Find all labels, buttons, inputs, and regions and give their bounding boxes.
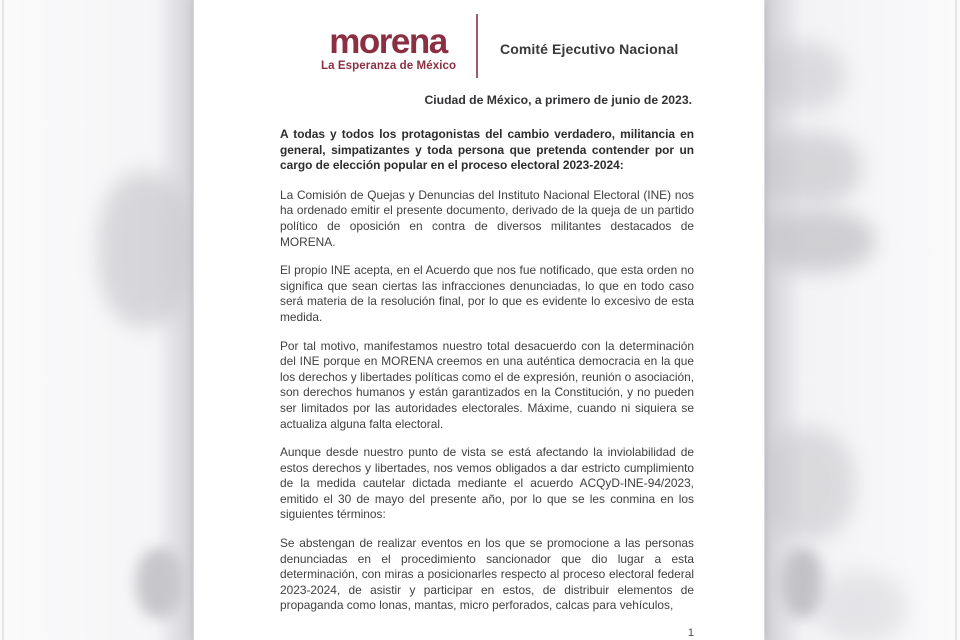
body-paragraph: El propio INE acepta, en el Acuerdo que nos fue notificado, que esta orden no significa que sean ciertas las infracciones denunciadas, lo que en todo caso será materia de la resolución final, por lo que es evidente lo excesivo de esta medida.	[280, 263, 694, 324]
blur-smudge	[817, 572, 907, 640]
page-number: 1	[687, 627, 694, 640]
morena-logo	[321, 22, 457, 73]
dateline: Ciudad de México, a primero de junio de 2023.	[424, 93, 692, 107]
page-edge-shadow	[765, 0, 803, 640]
body-paragraph: Por tal motivo, manifestamos nuestro total desacuerdo con la determinación del INE porque en MORENA creemos en una auténtica democracia en la que los derechos y libertades políticas como el de expresión, reunión o asociación, son derechos humanos y están garantizados en la Constitución, y no pueden ser limitados por las autoridades electorales. Máxime, cuando ni siquiera se actualiza alguna falta electoral.	[280, 338, 694, 431]
body-paragraph: Se abstengan de realizar eventos en los que se promocione a las personas denunciadas en el procedimiento sancionador que dio lugar a esta determinación, con miras a posicionarles respecto al proceso electoral federal 2023-2024, de asistir y participar en estos, de distribuir elementos de propaganda como lonas, mantas, micro perforados, calcas para vehículos,	[280, 536, 694, 613]
letterhead	[194, 0, 764, 93]
morena-wordmark: morena	[329, 22, 447, 61]
morena-tagline: La Esperanza de México	[321, 60, 457, 73]
page-edge-shadow	[155, 0, 193, 640]
salutation-paragraph: A todas y todos los protagonistas del cambio verdadero, militancia en general, simpatizantes y toda persona que pretenda contender por un cargo de elección popular en el proceso electoral 2023-2024:	[280, 127, 694, 173]
background-blur-left	[0, 0, 193, 640]
body-paragraph: La Comisión de Quejas y Denuncias del Instituto Nacional Electoral (INE) nos ha ordenado emitir el presente documento, derivado de la queja de un partido político de oposición en contra de diversos militantes destacados de MORENA.	[280, 187, 694, 249]
blur-frame-line	[955, 0, 957, 640]
background-blur-right	[765, 0, 960, 640]
committee-name: Comité Ejecutivo Nacional	[500, 41, 679, 57]
letterhead-divider	[476, 14, 478, 78]
letter-body	[194, 107, 764, 639]
body-paragraph: Aunque desde nuestro punto de vista se está afectando la inviolabilidad de estos derechos y libertades, nos vemos obligados a dar estricto cumplimiento de la medida cautelar dictada mediante el acuerdo ACQyD-INE-94/2023, emitido el 30 de mayo del presente año, por lo que se les conmina en los siguientes términos:	[280, 445, 694, 522]
blur-frame-line	[2, 0, 4, 640]
document-page	[193, 0, 765, 640]
